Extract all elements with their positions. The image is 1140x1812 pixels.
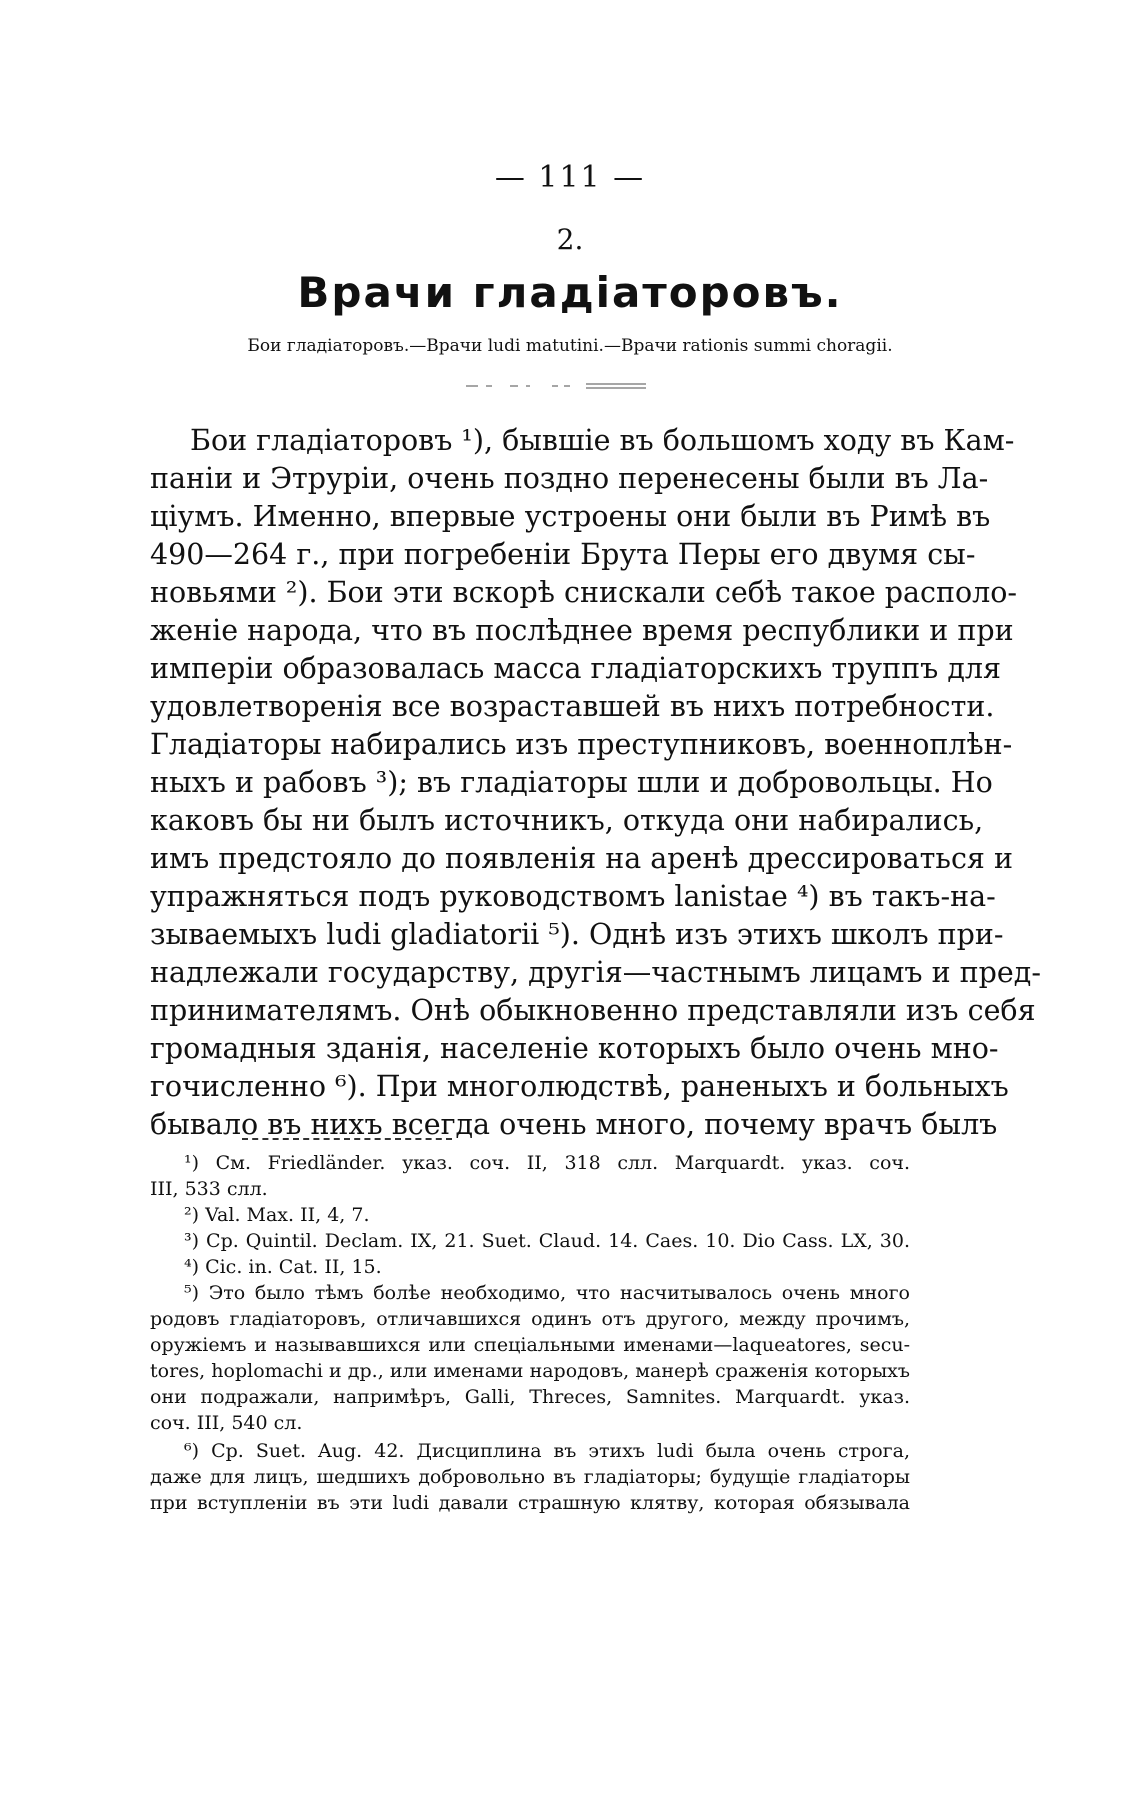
footnote-line: III, 533 слл. — [150, 1178, 268, 1200]
body-line: гочисленно ⁶). При многолюдствѣ, раненыхъ и больныхъ — [150, 1070, 1009, 1103]
body-line: Гладіаторы набирались изъ преступниковъ, военноплѣн- — [150, 728, 1013, 761]
body-line: принимателямъ. Онѣ обыкновенно представляли изъ себя — [150, 994, 1036, 1027]
body-line: женіе народа, что въ послѣднее время республики и при — [150, 614, 1014, 647]
chapter-subtitle: Бои гладіаторовъ.—Врачи ludi matutini.—Врачи rationis summi choragii. — [247, 336, 893, 356]
body-line: каковъ бы ни былъ источникъ, откуда они набирались, — [150, 804, 984, 837]
footnote-line: ⁵) Это было тѣмъ болѣе необходимо, что насчитывалось очень много — [184, 1282, 910, 1304]
body-line: зываемыхъ ludi gladiatorii ⁵). Однѣ изъ этихъ школъ при- — [150, 918, 1004, 951]
chapter-title: Врачи гладіаторовъ. — [297, 268, 843, 317]
footnote-divider — [242, 1138, 452, 1140]
footnote-line: ²) Val. Max. II, 4, 7. — [184, 1204, 370, 1226]
footnote-line: ⁶) Ср. Suet. Aug. 42. Дисциплина въ этихъ ludi была очень строга, — [184, 1440, 910, 1462]
body-line: 490—264 г., при погребеніи Брута Перы его двумя сы- — [150, 538, 976, 571]
body-line: бывало въ нихъ всегда очень много, почему врачъ былъ — [150, 1108, 998, 1141]
body-line: надлежали государству, другія—частнымъ лицамъ и пред- — [150, 956, 1041, 989]
body-line: громадныя зданія, населеніе которыхъ было очень мно- — [150, 1032, 999, 1065]
section-number: 2. — [556, 223, 584, 256]
page-number: — 111 — — [494, 160, 646, 195]
footnote-line: соч. III, 540 сл. — [150, 1412, 303, 1434]
body-line: паніи и Этруріи, очень поздно перенесены были въ Ла- — [150, 462, 989, 495]
footnote-line: они подражали, напримѣръ, Galli, Threces, Samnites. Marquardt. указ. — [150, 1386, 910, 1408]
body-line: новьями ²). Бои эти вскорѣ снискали себѣ такое располо- — [150, 576, 1017, 609]
footnote-line: ⁴) Cic. in. Cat. II, 15. — [184, 1256, 382, 1278]
footnote-line: tores, hoplomachi и др., или именами народовъ, манерѣ сраженія которыхъ — [150, 1360, 910, 1382]
footnote-line: при вступленіи въ эти ludi давали страшную клятву, которая обязывала — [150, 1492, 910, 1514]
body-line: удовлетворенія все возраставшей въ нихъ потребности. — [150, 690, 995, 723]
body-line: ныхъ и рабовъ ³); въ гладіаторы шли и добровольцы. Но — [150, 766, 993, 799]
body-line: ціумъ. Именно, впервые устроены они были въ Римѣ въ — [150, 500, 991, 533]
footnote-line: ³) Ср. Quintil. Declam. IX, 21. Suet. Claud. 14. Caes. 10. Dio Cass. LX, 30. — [184, 1230, 910, 1252]
footnote-line: оружіемъ и называвшихся или спеціальными именами—laqueatores, secu- — [150, 1334, 910, 1356]
decorative-ornament — [460, 378, 690, 394]
footnote-line: ¹) См. Friedländer. указ. соч. II, 318 слл. Marquardt. указ. соч. — [184, 1152, 910, 1174]
body-line: имъ предстояло до появленія на аренѣ дрессироваться и — [150, 842, 1013, 875]
body-line: упражняться подъ руководствомъ lanistae ⁴) въ такъ-на- — [150, 880, 996, 913]
body-line: имперіи образовалась масса гладіаторскихъ труппъ для — [150, 652, 1001, 685]
footnote-line: даже для лицъ, шедшихъ добровольно въ гладіаторы; будущіе гладіаторы — [150, 1466, 910, 1488]
body-line: Бои гладіаторовъ ¹), бывшіе въ большомъ ходу въ Кам- — [190, 424, 1015, 457]
footnote-line: родовъ гладіаторовъ, отличавшихся одинъ отъ другого, между прочимъ, — [150, 1308, 910, 1330]
